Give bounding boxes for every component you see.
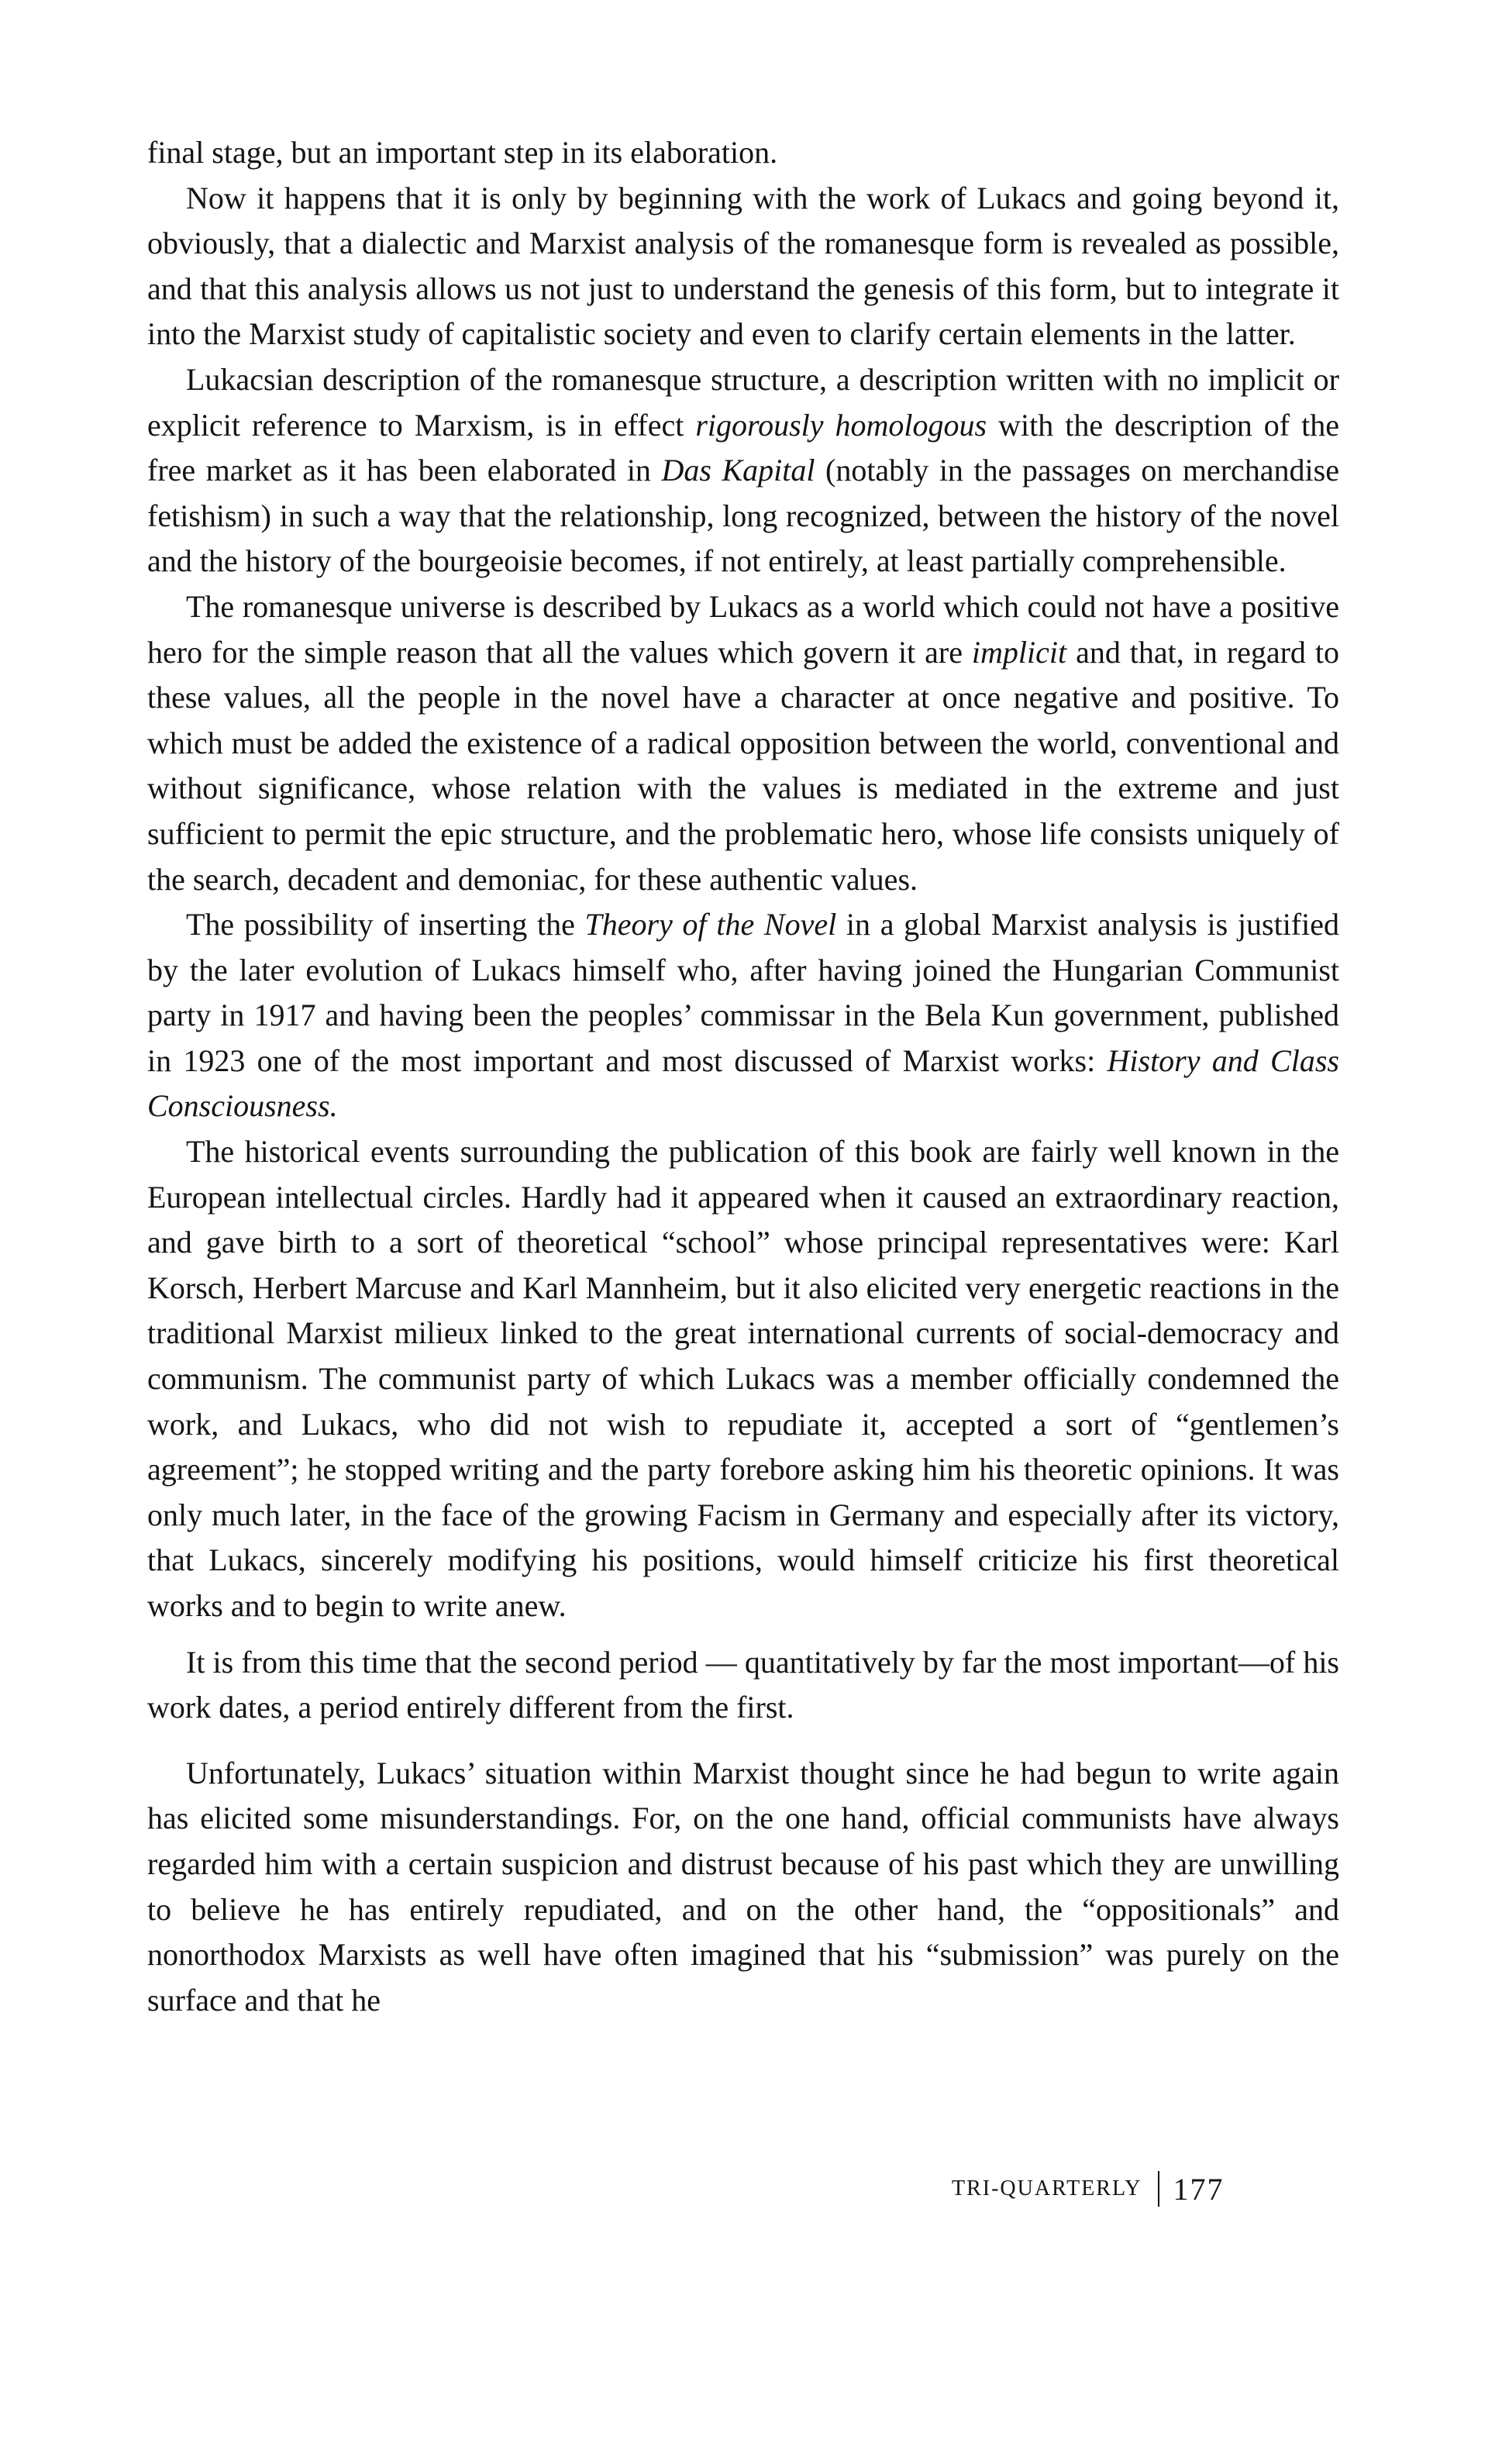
italic-text: rigorously homologous (695, 407, 987, 443)
text-run: (notably in the passages on merchandise fetishism) in such a way that the relationship, long recognized, between the history of the novel and the history of the bourgeoisie becomes, if not entirely, at least partially comprehensible. (147, 453, 1339, 579)
text-run: The possibility of inserting the (186, 907, 585, 943)
text-run: and that, in regard to these values, all the people in the novel have a character at once negative and positive. To which must be added the existence of a radical opposition between the world, conventional and without significance, whose relation with the values is mediated in the extreme and just sufficient to permit the epic structure, and the problematic hero, whose life consists uniquely of the search, decadent and demoniac, for these authentic values. (147, 634, 1339, 897)
paragraph (147, 130, 1339, 176)
paragraph (147, 1129, 1339, 1629)
italic-text: Das Kapital (661, 453, 815, 488)
paragraph (147, 902, 1339, 1129)
text-run: Lukacsian description of the romanesque structure, a description written with no implicit or explicit reference to Marxism, is in effect (147, 361, 1339, 443)
page-number: 177 (1173, 2171, 1225, 2207)
text-run: in a global Marxist analysis is justified by the later evolution of Lukacs himself who, after having joined the Hungarian Communist party in 1917 and having been the peoples’ commissar in the Bela Kun government, published in 1923 one of the most important and most discussed of Marxist works: (147, 907, 1339, 1078)
italic-text: implicit (971, 634, 1067, 670)
text-run: The romanesque universe is described by Lukacs as a world which could not have a positive hero for the simple reason that all the values which govern it are (147, 588, 1339, 670)
text-run: Unfortunately, Lukacs’ situation within Marxist thought since he had begun to write again has elicited some misunderstandings. For, on the one hand, official communists have always regarded him with a certain suspicion and distrust because of his past which they are unwilling to believe he has entirely repudiated, and on the other hand, the “oppositionals” and nonorthodox Marxists as well have often imagined that his “submission” was purely on the surface and that he (147, 1755, 1339, 2018)
italic-text: History and Class Consciousness. (147, 1042, 1339, 1124)
paragraph (147, 176, 1339, 357)
italic-text: Theory of the Novel (584, 907, 837, 943)
page-body (147, 130, 1339, 2023)
text-run: with the description of the free market as it has been elaborated in (147, 407, 1339, 488)
paragraph (147, 1751, 1339, 2024)
footer-divider (1158, 2171, 1159, 2207)
paragraph (147, 584, 1339, 902)
text-run: final stage, but an important step in its elaboration. (147, 135, 778, 170)
text-run: It is from this time that the second period — quantitatively by far the most important—of his work dates, a period entirely different from the first. (147, 1644, 1339, 1725)
text-run: Now it happens that it is only by beginning with the work of Lukacs and going beyond it, obviously, that a dialectic and Marxist analysis of the romanesque form is revealed as possible, and that this analysis allows us not just to understand the genesis of this form, but to integrate it into the Marxist study of capitalistic society and even to clarify certain elements in the latter. (147, 180, 1339, 352)
journal-name: TRI-QUARTERLY (952, 2176, 1142, 2200)
text-run: The historical events surrounding the publication of this book are fairly well known in the European intellectual circles. Hardly had it appeared when it caused an extraordinary reaction, and gave birth to a sort of theoretical “school” whose principal representatives were: Karl Korsch, Herbert Marcuse and Karl Mannheim, but it also elicited very energetic reactions in the traditional Marxist milieux linked to the great international currents of social-democracy and communism. The communist party of which Lukacs was a member officially condemned the work, and Lukacs, who did not wish to repudiate it, accepted a sort of “gentlemen’s agreement”; he stopped writing and the party forebore asking him his theoretic opinions. It was only much later, in the face of the growing Facism in Germany and especially after its victory, that Lukacs, sincerely modifying his positions, would himself criticize his first theoretical works and to begin to write anew. (147, 1134, 1339, 1623)
page-footer (952, 2167, 1225, 2211)
paragraph (147, 1640, 1339, 1731)
paragraph (147, 357, 1339, 584)
